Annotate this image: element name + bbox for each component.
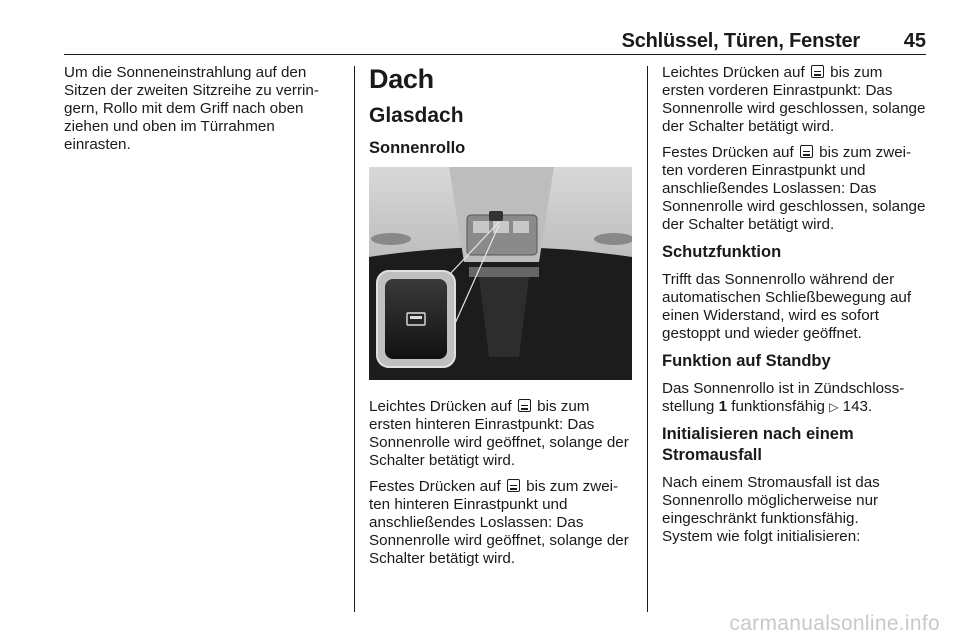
section-heading: Dach bbox=[369, 64, 434, 94]
sunroof-switch-photo bbox=[369, 167, 632, 380]
paragraph: Um die Sonneneinstrahlung auf den Sitzen der zweiten Sitzreihe zu verrin- gern, Rollo mit dem Griff nach oben ziehen und oben im Türrahmen einrasten. bbox=[64, 64, 319, 153]
column-1 bbox=[64, 64, 344, 162]
sunroof-switch-icon bbox=[800, 145, 813, 158]
sunroof-switch-icon bbox=[518, 399, 531, 412]
paragraph: Trifft das Sonnenrollo während der automatischen Schließbewegung auf einen Widerstand, wird es sofort gestoppt und wieder geöffnet. bbox=[662, 271, 912, 342]
subsection-heading: Glasdach bbox=[369, 104, 464, 127]
paragraph: Leichtes Drücken auf bis zum ersten vorderen Einrastpunkt: Das Sonnenrolle wird geschlossen, solange der Schalter betätigt wird. bbox=[662, 64, 926, 135]
column-divider bbox=[647, 66, 648, 612]
paragraph: Festes Drücken auf bis zum zwei- ten vorderen Einrastpunkt und anschließendes Loslassen: Das Sonnenrolle wird geschlossen, solange der Schalter betätigt wird. bbox=[662, 144, 926, 233]
page-reference-icon: ▷ bbox=[829, 400, 839, 414]
column-divider bbox=[354, 66, 355, 612]
header-rule bbox=[64, 54, 926, 55]
paragraph: Das Sonnenrollo ist in Zündschloss- stellung 1 funktionsfähig ▷ 143. bbox=[662, 380, 905, 415]
column-2 bbox=[369, 64, 635, 576]
paragraph: Leichtes Drücken auf bis zum ersten hinteren Einrastpunkt: Das Sonnenrolle wird geöffnet, solange der Schalter betätigt wird. bbox=[369, 398, 629, 469]
topic-heading: Sonnenrollo bbox=[369, 139, 466, 157]
page-reference[interactable]: 143. bbox=[838, 398, 873, 415]
sunroof-switch-icon bbox=[507, 479, 520, 492]
sunroof-switch-icon bbox=[811, 65, 824, 78]
page-number: 45 bbox=[903, 30, 926, 52]
topic-heading: Schutzfunktion bbox=[662, 243, 782, 261]
paragraph: System wie folgt initialisieren: bbox=[662, 528, 861, 545]
paragraph: Festes Drücken auf bis zum zwei- ten hinteren Einrastpunkt und anschließendes Loslassen: Das Sonnenrolle wird geöffnet, solange der Schalter betätigt wird. bbox=[369, 478, 629, 567]
column-3 bbox=[662, 64, 928, 554]
topic-heading: Funktion auf Standby bbox=[662, 352, 831, 370]
paragraph: Nach einem Stromausfall ist das Sonnenrollo möglicherweise nur eingeschränkt funktionsfähig. bbox=[662, 474, 880, 527]
header-title: Schlüssel, Türen, Fenster bbox=[621, 30, 860, 52]
watermark: carmanualsonline.info bbox=[729, 612, 940, 635]
topic-heading: Initialisieren nach einem Stromausfall bbox=[662, 425, 854, 464]
